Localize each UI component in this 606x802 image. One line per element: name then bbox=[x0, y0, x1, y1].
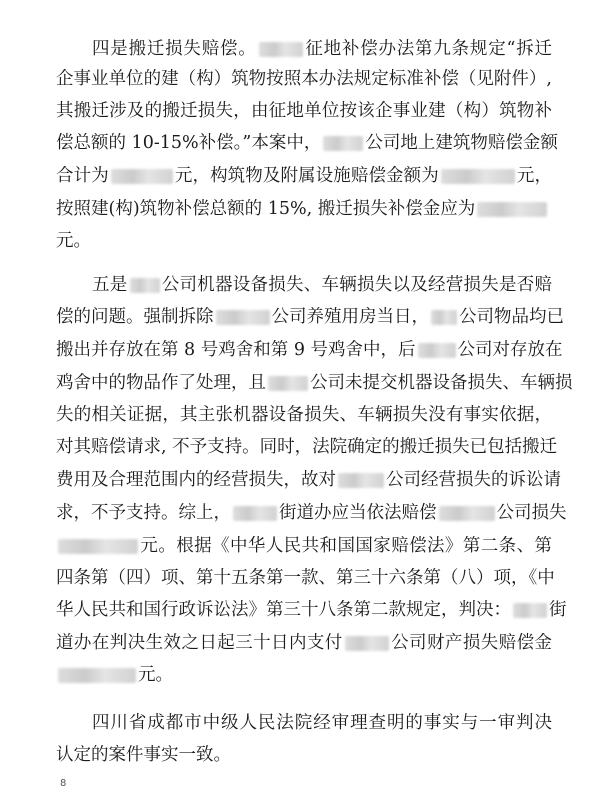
text-line bbox=[56, 498, 567, 528]
redacted-text bbox=[58, 539, 138, 554]
redacted-text bbox=[345, 636, 389, 651]
text-segment: 搬出并存放在第 8 号鸡舍和第 9 号鸡舍中，后 bbox=[56, 340, 416, 360]
text-line bbox=[92, 708, 552, 738]
text-segment: 鸡舍中的物品作了处理，且 bbox=[56, 373, 266, 393]
text-line bbox=[56, 465, 561, 495]
text-line bbox=[56, 563, 555, 593]
text-line bbox=[56, 194, 552, 224]
text-segment: 四条第（四）项、第十五条第一款、第三十六条第（八）项，《中 bbox=[56, 568, 555, 588]
text-line bbox=[56, 432, 558, 462]
text-segment: 元，构筑物及附属设施赔偿金额为 bbox=[174, 166, 439, 186]
text-line bbox=[56, 302, 564, 332]
text-segment: 道办在判决生效之日起三十日内支付 bbox=[56, 633, 343, 653]
text-line bbox=[56, 128, 558, 158]
text-segment: 公司对存放在 bbox=[457, 340, 563, 360]
text-segment: 华人民共和国行政诉讼法》第三十八条第二款规定，判决： bbox=[56, 600, 511, 620]
text-line bbox=[56, 628, 552, 658]
text-segment: 企事业单位的建（构）筑物按照本办法规定标准补偿（见附件）, bbox=[56, 69, 552, 89]
text-line bbox=[56, 531, 552, 561]
redacted-text bbox=[216, 310, 270, 325]
redacted-text bbox=[259, 42, 303, 57]
text-line bbox=[56, 368, 573, 398]
text-segment: 公司经营损失的诉讼请 bbox=[386, 470, 561, 490]
redacted-text bbox=[441, 169, 515, 184]
text-segment: 公司未提交机器设备损失、车辆损 bbox=[310, 373, 573, 393]
text-line bbox=[92, 270, 552, 300]
redacted-text bbox=[323, 136, 363, 151]
redacted-text bbox=[130, 278, 160, 293]
text-segment: 公司机器设备损失、车辆损失以及经营损失是否赔 bbox=[161, 275, 552, 295]
text-segment: 公司物品均已 bbox=[459, 307, 564, 327]
text-segment: 求，不予支持。综上， bbox=[56, 503, 231, 523]
redacted-text bbox=[418, 343, 456, 358]
text-segment: 街道办应当依法赔偿 bbox=[279, 503, 437, 523]
redacted-text bbox=[111, 169, 173, 184]
text-line bbox=[92, 34, 552, 64]
text-segment: 公司财产损失赔偿金 bbox=[390, 633, 552, 653]
text-line bbox=[56, 64, 552, 94]
redacted-text bbox=[431, 310, 457, 325]
redacted-text bbox=[513, 603, 547, 618]
redacted-text bbox=[477, 202, 547, 217]
text-segment: 公司养殖用房当日， bbox=[271, 307, 429, 327]
text-segment: 四是搬迁损失赔偿。 bbox=[92, 39, 257, 59]
redacted-text bbox=[338, 473, 384, 488]
text-line bbox=[56, 335, 563, 365]
text-segment: 偿总额的 10-15%补偿。”本案中， bbox=[56, 133, 322, 153]
page-number: 8 bbox=[60, 778, 67, 789]
text-segment: 四川省成都市中级人民法院经审理查明的事实与一审判决 bbox=[92, 713, 552, 733]
text-line bbox=[56, 226, 552, 256]
text-line bbox=[56, 96, 552, 126]
redacted-text bbox=[439, 506, 495, 521]
text-segment: 按照建(构)筑物补偿总额的 15%, 搬迁损失补偿金应为 bbox=[56, 199, 476, 219]
text-segment: 对其赔偿请求, 不予支持。同时，法院确定的搬迁损失已包括搬迁 bbox=[56, 437, 558, 457]
text-segment: 征地补偿办法第九条规定“拆迁 bbox=[304, 39, 552, 59]
text-segment: 元。 bbox=[56, 231, 91, 251]
text-line bbox=[56, 161, 552, 191]
text-segment: 偿的问题。强制拆除 bbox=[56, 307, 214, 327]
text-segment: 元， bbox=[516, 166, 553, 186]
text-segment: 其搬迁涉及的搬迁损失，由征地单位按该企事业建（构）筑物补 bbox=[56, 101, 552, 121]
text-segment: 元。 bbox=[138, 665, 173, 685]
text-segment: 五是 bbox=[92, 275, 128, 295]
text-segment: 费用及合理范围内的经营损失，故对 bbox=[56, 470, 336, 490]
text-segment: 元。根据《中华人民共和国国家赔偿法》第二条、第 bbox=[140, 536, 552, 556]
text-line bbox=[56, 595, 567, 625]
text-line bbox=[56, 660, 552, 690]
text-segment: 合计为 bbox=[56, 166, 109, 186]
redacted-text bbox=[58, 668, 136, 683]
text-segment: 街 bbox=[549, 600, 567, 620]
text-segment: 公司损失 bbox=[496, 503, 567, 523]
text-segment: 公司地上建筑物赔偿金额 bbox=[365, 133, 558, 153]
redacted-text bbox=[233, 506, 277, 521]
text-line bbox=[56, 400, 552, 430]
text-segment: 认定的案件事实一致。 bbox=[56, 745, 231, 765]
text-segment: 失的相关证据，其主张机器设备损失、车辆损失没有事实依据， bbox=[56, 405, 552, 425]
redacted-text bbox=[268, 376, 308, 391]
text-line bbox=[56, 740, 552, 770]
